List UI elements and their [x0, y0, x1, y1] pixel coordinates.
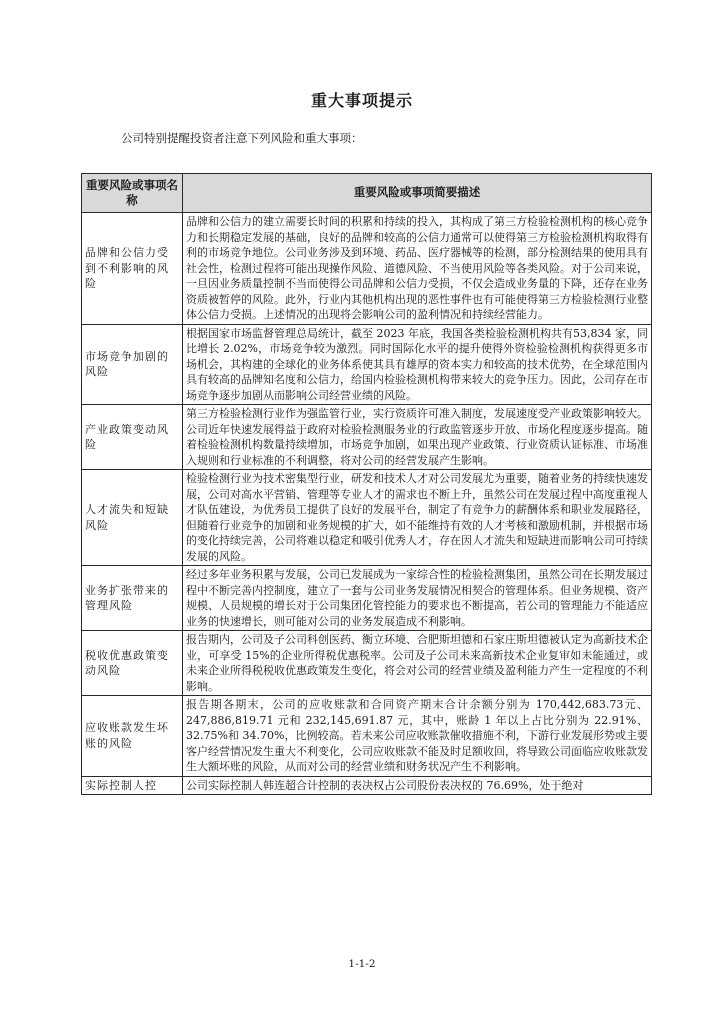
risk-name: 业务扩张带来的管理风险 — [82, 566, 183, 631]
page-title: 重大事项提示 — [310, 91, 413, 110]
risk-name: 产业政策变动风险 — [82, 405, 183, 470]
risk-description: 报告期内，公司及子公司科创医药、衡立环境、合肥斯坦德和石家庄斯坦德被认定为高新技术企业，可享受 15%的企业所得税优惠税率。公司及子公司未来高新技术企业复审如未能通过，或未来企业所得税税收优惠政策发生变化，将会对公司的经营业绩及盈利能力产生一定程度的不利影响。 — [183, 631, 652, 696]
table-row — [82, 631, 652, 696]
risk-name: 税收优惠政策变动风险 — [82, 631, 183, 696]
risk-name: 人才流失和短缺风险 — [82, 470, 183, 566]
header-risk-name: 重要风险或事项名称 — [82, 174, 183, 213]
risk-name: 品牌和公信力受到不利影响的风险 — [82, 213, 183, 325]
risk-description: 第三方检验检测行业作为强监管行业，实行资质许可准入制度，发展速度受产业政策影响较大。公司近年快速发展得益于政府对检验检测服务业的行政监管逐步开放、市场化程度逐步提高。随着检验检测机构数量持续增加，市场竞争加剧，如果出现产业政策、行业资质认证标准、市场准入规则和行业标准的不利调整，将对公司的经营发展产生影响。 — [183, 405, 652, 470]
page-number: 1-1-2 — [348, 958, 376, 970]
risk-name: 市场竞争加剧的风险 — [82, 324, 183, 405]
risk-description: 公司实际控制人韩连超合计控制的表决权占公司股份表决权的 76.69%，处于绝对 — [183, 776, 652, 795]
table-row — [82, 776, 652, 795]
table-header-row — [82, 174, 652, 213]
risk-description: 报告期各期末，公司的应收账款和合同资产期末合计余额分别为 170,442,683.73元、247,886,819.71 元和 232,145,691.87 元，其中，账龄 1 年以上占比分别为 22.91%、32.75%和 34.70%，比例较高。若未来公司应收账款催收措施不利，下游行业发展形势或主要客户经营情况发生重大不利变化，公司应收账款不能及时足额收回，将导致公司面临应收账款发生大额坏账的风险，从而对公司的经营业绩和财务状况产生不利影响。 — [183, 696, 652, 777]
table-row — [82, 213, 652, 325]
table-row — [82, 470, 652, 566]
header-risk-description: 重要风险或事项简要描述 — [183, 174, 652, 213]
table-row — [82, 566, 652, 631]
intro-text: 公司特别提醒投资者注意下列风险和重大事项： — [121, 131, 363, 145]
risk-description: 根据国家市场监督管理总局统计，截至 2023 年底，我国各类检验检测机构共有53,834 家，同比增长 2.02%，市场竞争较为激烈。同时国际化水平的提升使得外资检验检测机构获得更多市场机会，其构建的全球化的业务体系使其具有雄厚的资本实力和较高的技术优势，在全球范围内具有较高的品牌知名度和公信力，给国内检验检测机构带来较大的竞争压力。因此，公司存在市场竞争逐步加剧从而影响公司经营业绩的风险。 — [183, 324, 652, 405]
risk-name: 应收账款发生坏账的风险 — [82, 696, 183, 777]
risk-description: 品牌和公信力的建立需要长时间的积累和持续的投入，其构成了第三方检验检测机构的核心竞争力和长期稳定发展的基础，良好的品牌和较高的公信力通常可以使得第三方检验检测机构取得有利的市场竞争地位。公司业务涉及到环境、药品、医疗器械等的检测，部分检测结果的使用具有社会性，检测过程将可能出现操作风险、道德风险、不当使用风险等各类风险。对于公司来说，一旦因业务质量控制不当而使得公司品牌和公信力受损，不仅会造成业务量的下降，还存在业务资质被暂停的风险。此外，行业内其他机构出现的恶性事件也有可能使得第三方检验检测行业整体公信力受损。上述情况的出现将会影响公司的盈利情况和持续经营能力。 — [183, 213, 652, 325]
table-row — [82, 405, 652, 470]
risk-name: 实际控制人控 — [82, 776, 183, 795]
table-row — [82, 324, 652, 405]
risk-description: 经过多年业务积累与发展，公司已发展成为一家综合性的检验检测集团，虽然公司在长期发展过程中不断完善内控制度，建立了一套与公司业务发展情况相契合的管理体系。但业务规模、资产规模、人员规模的增长对于公司集团化管控能力的要求也不断提高，若公司的管理能力不能适应业务的快速增长，则可能对公司的业务发展造成不利影响。 — [183, 566, 652, 631]
table-row — [82, 696, 652, 777]
risk-description: 检验检测行业为技术密集型行业，研发和技术人才对公司发展尤为重要，随着业务的持续快速发展，公司对高水平营销、管理等专业人才的需求也不断上升，虽然公司在发展过程中高度重视人才队伍建设，为优秀员工提供了良好的发展平台，制定了有竞争力的薪酬体系和职业发展路径，但随着行业竞争的加剧和业务规模的扩大，如不能维持有效的人才考核和激励机制，并根据市场的变化持续完善，公司将难以稳定和吸引优秀人才，存在因人才流失和短缺进而影响公司可持续发展的风险。 — [183, 470, 652, 566]
risk-table — [81, 173, 652, 795]
